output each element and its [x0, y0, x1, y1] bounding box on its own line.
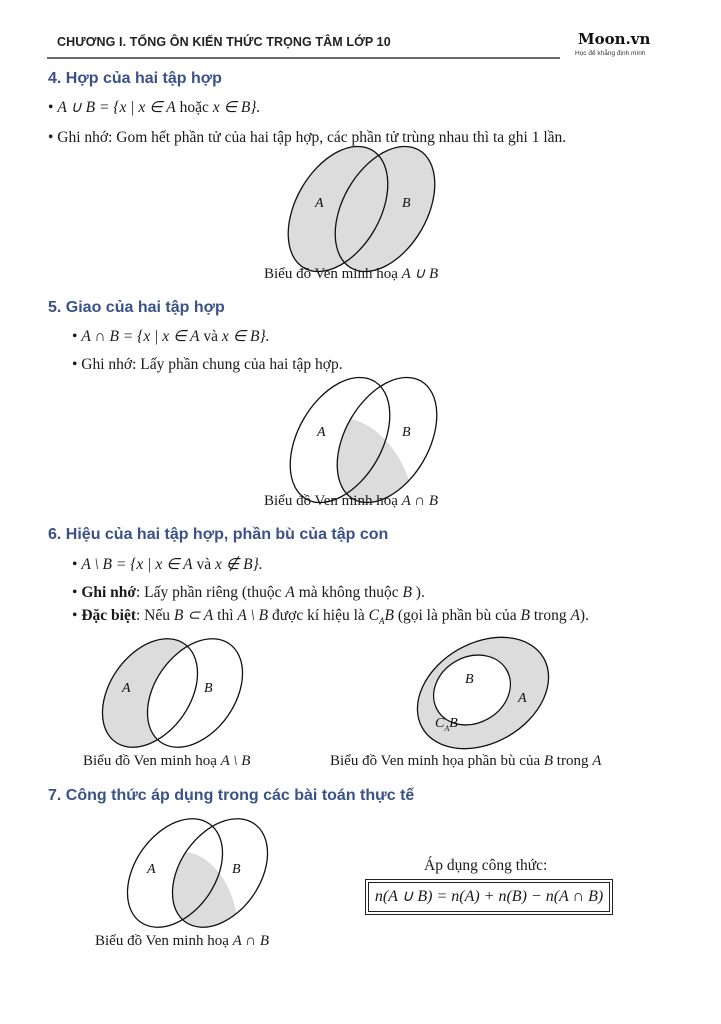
intersection-definition: • A ∩ B = {x | x ∈ A và x ∈ B}. — [72, 328, 270, 345]
union-definition — [48, 98, 260, 117]
svg-text:B: B — [402, 425, 411, 440]
union-caption: Biểu đồ Ven minh hoạ A ∪ B — [264, 266, 439, 282]
section-4-heading: 4. Hợp của hai tập hợp — [48, 70, 222, 87]
venn-intersection-diagram — [282, 377, 442, 502]
intersection-caption: Biểu đồ Ven minh hoạ A ∩ B — [264, 493, 439, 509]
difference-definition: • A \ B = {x | x ∈ A và x ∉ B}. — [72, 556, 263, 573]
intersection-note: • Ghi nhớ: Lấy phần chung của hai tập hợp. — [72, 356, 343, 373]
math: A ∪ B = {x | x ∈ A — [57, 99, 176, 116]
svg-text:A: A — [122, 681, 131, 696]
svg-text:B: B — [465, 672, 474, 687]
text: hoặc — [175, 99, 213, 116]
complement-caption: Biểu đồ Ven minh họa phần bù của B trong A — [330, 753, 602, 769]
svg-text:A: A — [317, 425, 326, 440]
inclusion-exclusion-formula: n(A ∪ B) = n(A) + n(B) − n(A ∩ B) — [368, 882, 610, 912]
section-6-heading: 6. Hiệu của hai tập hợp, phần bù của tập con — [48, 526, 389, 543]
venn-complement-diagram — [412, 638, 562, 748]
svg-text:B: B — [204, 681, 213, 696]
complement-label: $C_AB$ — [435, 716, 458, 733]
venn-difference-diagram — [92, 638, 252, 748]
bullet: • — [48, 99, 54, 116]
svg-text:B: B — [232, 862, 241, 877]
logo-tagline: Học để khẳng định mình — [575, 50, 646, 57]
difference-note: • Ghi nhớ: Lấy phần riêng (thuộc A mà không thuộc B ). — [72, 584, 425, 601]
formula-venn-caption: Biểu đồ Ven minh hoạ A ∩ B — [95, 933, 270, 949]
venn-intersection-diagram-2 — [117, 818, 277, 928]
venn-union-diagram — [280, 146, 440, 271]
chapter-title: CHƯƠNG I. TỔNG ÔN KIẾN THỨC TRỌNG TÂM LỚP 10 — [57, 35, 391, 49]
difference-caption: Biểu đồ Ven minh hoạ A \ B — [83, 753, 251, 769]
label-a: A — [315, 196, 324, 211]
moon-logo: Moon.vn — [578, 30, 651, 48]
section-7-heading: 7. Công thức áp dụng trong các bài toán thực tế — [48, 787, 415, 804]
label-b: B — [402, 196, 411, 211]
svg-text:A: A — [147, 862, 156, 877]
math: x ∈ B}. — [212, 99, 261, 116]
union-note: • Ghi nhớ: Gom hết phần tử của hai tập hợp, các phần tử trùng nhau thì ta ghi 1 lần. — [48, 129, 567, 146]
header-divider — [47, 57, 560, 59]
section-5-heading: 5. Giao của hai tập hợp — [48, 299, 225, 316]
complement-note: • Đặc biệt: Nếu B ⊂ A thì A \ B được kí hiệu là $C_AB$ (gọi là phần bù của B trong A). — [72, 607, 589, 627]
svg-text:A: A — [518, 691, 527, 706]
apply-formula-label: Áp dụng công thức: — [424, 857, 548, 874]
